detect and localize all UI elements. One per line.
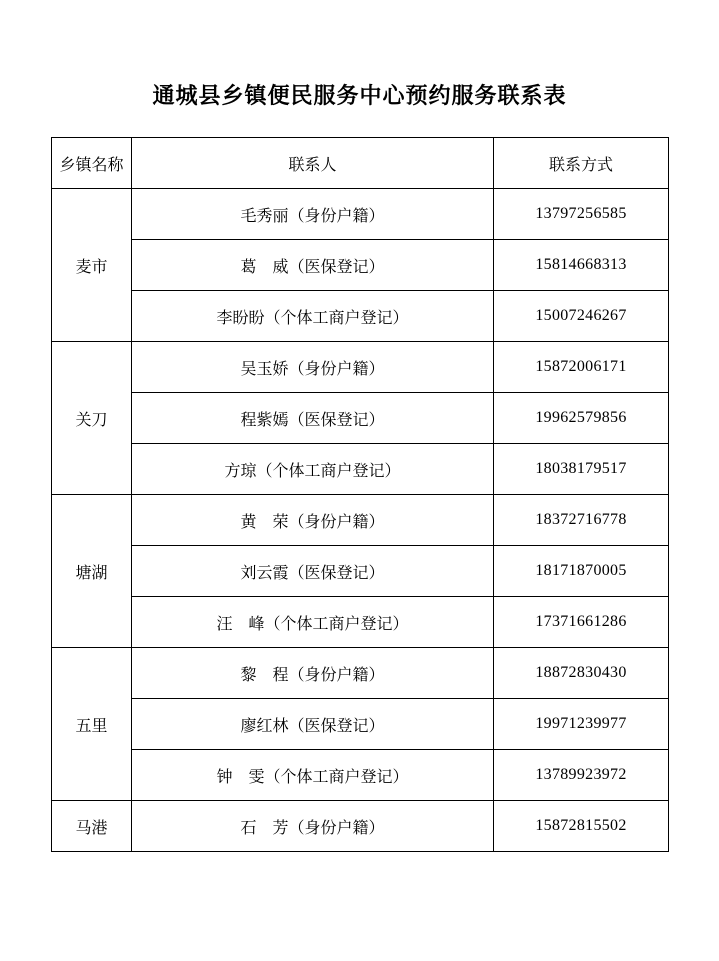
table-row [52, 801, 669, 852]
phone-cell: 15872815502 [494, 801, 669, 852]
table-row [52, 240, 669, 291]
contact-cell: 方琼（个体工商户登记） [132, 444, 494, 495]
contact-cell: 汪 峰（个体工商户登记） [132, 597, 494, 648]
table-row [52, 546, 669, 597]
table-row [52, 699, 669, 750]
town-cell: 塘湖 [52, 495, 132, 648]
header-contact: 联系人 [132, 138, 494, 189]
header-phone: 联系方式 [494, 138, 669, 189]
contact-cell: 葛 威（医保登记） [132, 240, 494, 291]
phone-cell: 18872830430 [494, 648, 669, 699]
table-row [52, 750, 669, 801]
table-row [52, 342, 669, 393]
phone-cell: 13789923972 [494, 750, 669, 801]
contact-cell: 程紫嫣（医保登记） [132, 393, 494, 444]
contact-cell: 石 芳（身份户籍） [132, 801, 494, 852]
table-row [52, 291, 669, 342]
contact-cell: 黄 荣（身份户籍） [132, 495, 494, 546]
table-row [52, 393, 669, 444]
table-row [52, 597, 669, 648]
table-row [52, 444, 669, 495]
header-town: 乡镇名称 [52, 138, 132, 189]
phone-cell: 18372716778 [494, 495, 669, 546]
phone-cell: 17371661286 [494, 597, 669, 648]
contact-table [51, 137, 669, 852]
contact-cell: 吴玉娇（身份户籍） [132, 342, 494, 393]
page-title: 通城县乡镇便民服务中心预约服务联系表 [152, 84, 567, 109]
phone-cell: 15814668313 [494, 240, 669, 291]
contact-cell: 毛秀丽（身份户籍） [132, 189, 494, 240]
table-row [52, 648, 669, 699]
town-cell: 关刀 [52, 342, 132, 495]
phone-cell: 19971239977 [494, 699, 669, 750]
phone-cell: 18038179517 [494, 444, 669, 495]
town-cell: 马港 [52, 801, 132, 852]
header-row [52, 138, 669, 189]
town-cell: 五里 [52, 648, 132, 801]
phone-cell: 15872006171 [494, 342, 669, 393]
contact-cell: 刘云霞（医保登记） [132, 546, 494, 597]
town-cell: 麦市 [52, 189, 132, 342]
contact-cell: 黎 程（身份户籍） [132, 648, 494, 699]
contact-cell: 李盼盼（个体工商户登记） [132, 291, 494, 342]
table-row [52, 189, 669, 240]
phone-cell: 13797256585 [494, 189, 669, 240]
phone-cell: 15007246267 [494, 291, 669, 342]
contact-cell: 廖红林（医保登记） [132, 699, 494, 750]
phone-cell: 18171870005 [494, 546, 669, 597]
phone-cell: 19962579856 [494, 393, 669, 444]
contact-cell: 钟 雯（个体工商户登记） [132, 750, 494, 801]
table-row [52, 495, 669, 546]
